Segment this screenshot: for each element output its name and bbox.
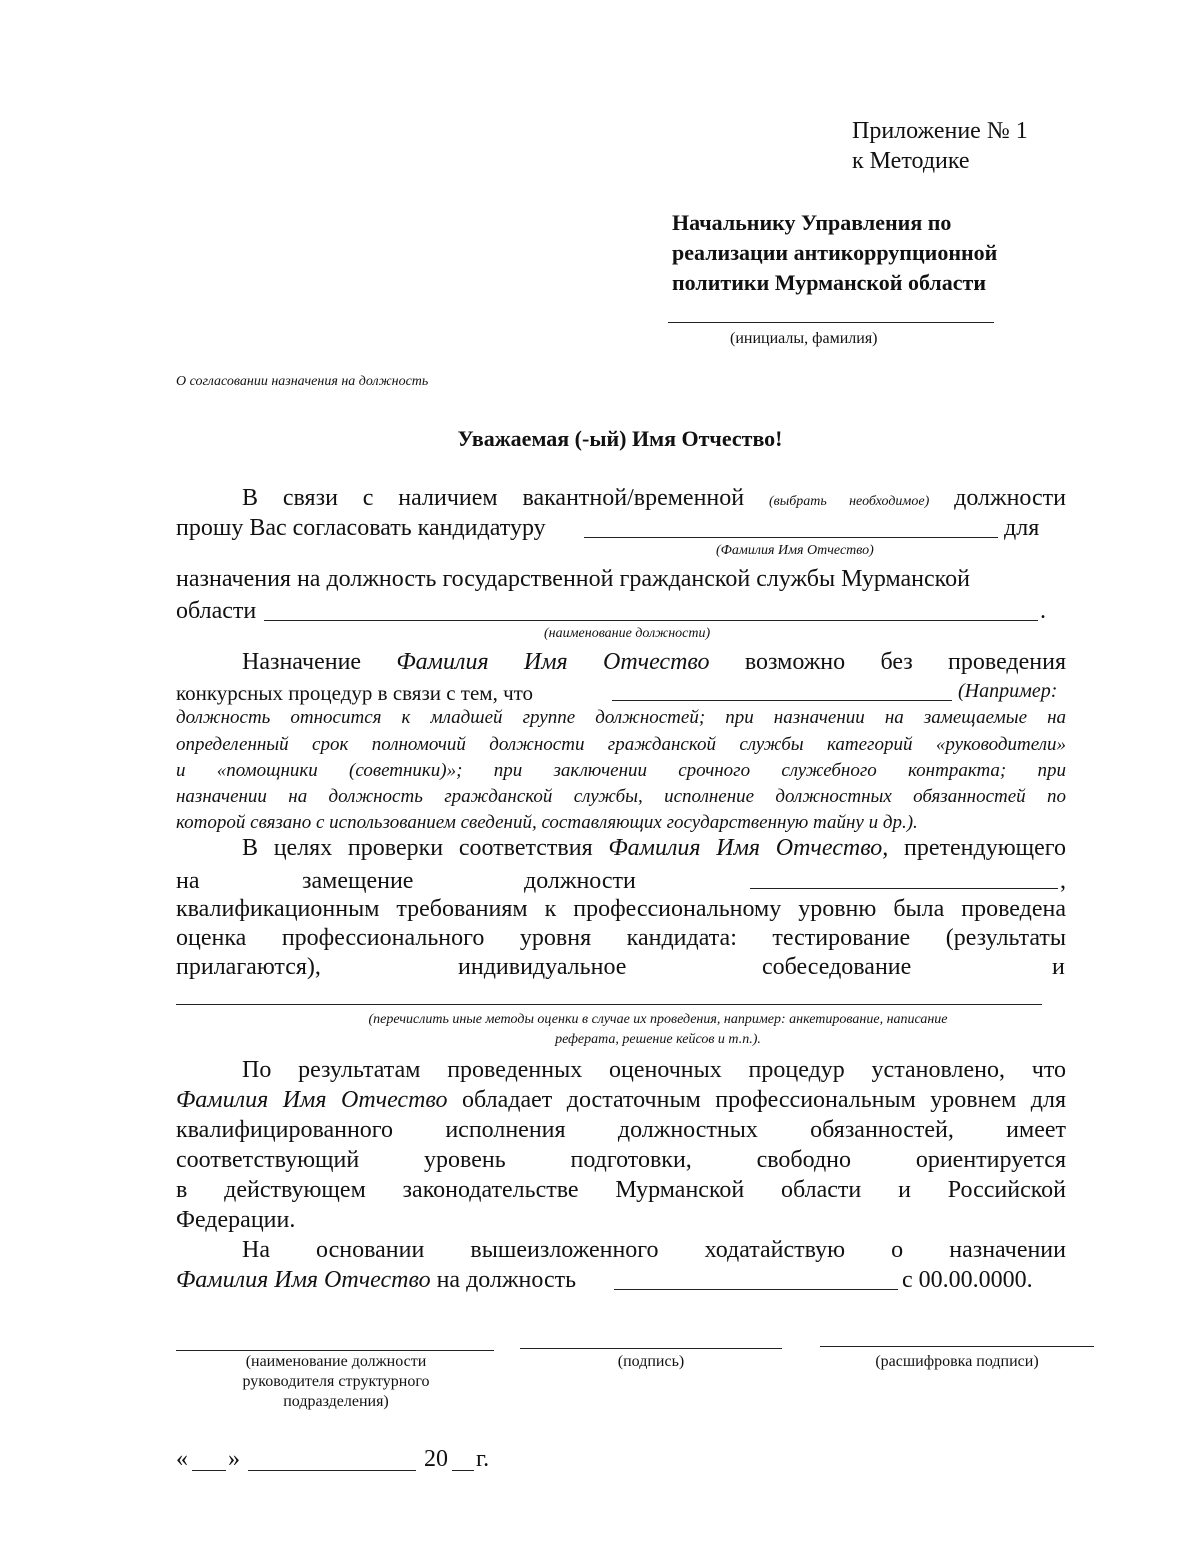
methods-caption: реферата, решение кейсов и т.п.). <box>555 1032 761 1047</box>
p1-line4-start: области <box>176 598 257 624</box>
signature-decode-caption: (расшифровка подписи) <box>875 1353 1039 1370</box>
p3-line2-word: должности <box>524 868 636 894</box>
addressee-line: реализации антикоррупционной <box>672 240 998 265</box>
addressee-initials-line <box>668 322 994 323</box>
p2-example-line: которой связано с использованием сведений, составляющих государственную тайну и др.). <box>176 812 918 833</box>
p1-line2-start: прошу Вас согласовать кандидатуру <box>176 515 546 541</box>
appendix-reference: к Методике <box>852 148 970 174</box>
signature-sign-line <box>520 1348 782 1349</box>
p2-example-line: и «помощники (советники)»; при заключении срочного служебного контракта; при <box>176 760 1066 781</box>
appendix-block <box>852 116 1028 176</box>
date-day-line <box>192 1470 226 1471</box>
position-blank-line-3 <box>614 1289 898 1290</box>
p2-example-label: (Например: <box>958 680 1058 702</box>
signature-decode-line <box>820 1346 1094 1347</box>
appendix-number: Приложение № 1 <box>852 118 1028 144</box>
date-year-suffix: г. <box>476 1446 490 1472</box>
p2-line2-start: конкурсных процедур в связи с тем, что <box>176 681 534 705</box>
p3-line5-word: и <box>1052 954 1065 980</box>
p3-line1: В целях проверки соответствия Фамилия Имя Отчество, претендующего <box>242 835 1067 861</box>
salutation: Уважаемая (-ый) Имя Отчество! <box>457 426 783 451</box>
p1-line2-end: для <box>1004 515 1040 541</box>
methods-blank-line <box>176 1004 1042 1005</box>
fio-blank-line <box>584 537 998 538</box>
p4-line3: квалифицированного исполнения должностных обязанностей, имеет <box>176 1117 1066 1143</box>
date-year-prefix: 20 <box>424 1446 448 1472</box>
p1-line4-end: . <box>1040 598 1046 624</box>
date-year-line <box>452 1470 474 1471</box>
position-blank-line-2 <box>750 888 1058 889</box>
p3-line5-word: собеседование <box>762 954 912 980</box>
date-close-quote: » <box>228 1446 240 1472</box>
p4-line4: соответствующий уровень подготовки, свободно ориентируется <box>176 1147 1066 1173</box>
fio-caption: (Фамилия Имя Отчество) <box>716 543 874 558</box>
p2-example-line: определенный срок полномочий должности гражданской службы категорий «руководители» <box>176 734 1066 755</box>
p1-line3: назначения на должность государственной гражданской службы Мурманской <box>176 566 970 592</box>
date-month-line <box>248 1470 416 1471</box>
addressee-caption: (инициалы, фамилия) <box>730 330 878 347</box>
signature-position-caption: (наименование должности руководителя структурного подразделения) <box>242 1353 430 1410</box>
letter-subject: О согласовании назначения на должность <box>176 374 429 389</box>
reason-blank-line <box>612 700 952 701</box>
p1-line1: В связи с наличием вакантной/временной (выбрать необходимое) должности <box>242 485 1067 511</box>
p5-line2-start: Фамилия Имя Отчество на должность <box>176 1267 577 1293</box>
date-open-quote: « <box>176 1446 188 1472</box>
addressee-block <box>672 208 997 298</box>
p4-line5: в действующем законодательстве Мурманской области и Российской <box>176 1177 1066 1203</box>
p5-line2-end: с 00.00.0000. <box>902 1267 1033 1293</box>
p3-line5-word: прилагаются), <box>176 954 321 980</box>
addressee-line: Начальнику Управления по <box>672 210 952 235</box>
p3-line2-end: , <box>1060 868 1066 894</box>
methods-caption: (перечислить иные методы оценки в случае их проведения, например: анкетирование, написание <box>368 1012 948 1027</box>
position-blank-line <box>264 620 1038 621</box>
p2-line1: Назначение Фамилия Имя Отчество возможно без проведения <box>242 649 1067 675</box>
p4-line2: Фамилия Имя Отчество обладает достаточным профессиональным уровнем для <box>176 1087 1067 1113</box>
p2-example-line: должность относится к младшей группе должностей; при назначении на замещаемые на <box>176 707 1066 728</box>
position-caption: (наименование должности) <box>544 626 711 641</box>
signature-position-line <box>176 1350 494 1351</box>
signature-sign-caption: (подпись) <box>617 1353 685 1370</box>
addressee-line: политики Мурманской области <box>672 270 986 295</box>
p3-line2-word: на <box>176 868 200 894</box>
p4-line6: Федерации. <box>176 1207 296 1233</box>
p2-example-line: назначении на должность гражданской службы, исполнение должностных обязанностей по <box>176 786 1066 807</box>
p3-line5-word: индивидуальное <box>458 954 627 980</box>
p3-line3: квалификационным требованиям к профессиональному уровню была проведена <box>176 896 1066 922</box>
p5-line1: На основании вышеизложенного ходатайствую о назначении <box>242 1237 1066 1263</box>
p4-line1: По результатам проведенных оценочных процедур установлено, что <box>242 1057 1066 1083</box>
p3-line4: оценка профессионального уровня кандидата: тестирование (результаты <box>176 925 1066 951</box>
p3-line2-word: замещение <box>302 868 414 894</box>
